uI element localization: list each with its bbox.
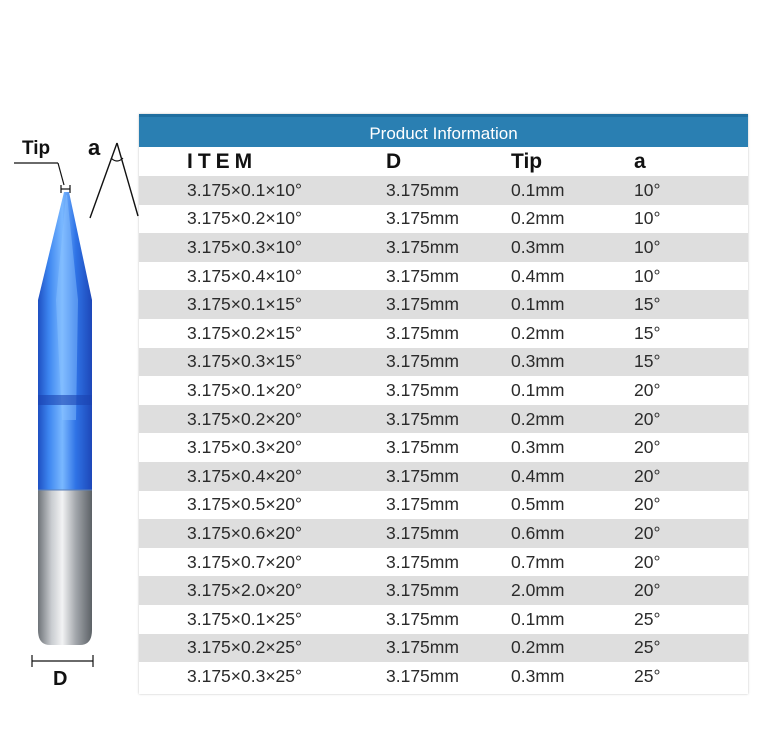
item-cell: 3.175×0.1×25° bbox=[187, 608, 303, 629]
diameter-cell: 3.175mm bbox=[386, 465, 459, 486]
tip-cell: 0.4mm bbox=[511, 265, 565, 286]
angle-cell: 20° bbox=[634, 522, 661, 543]
tip-cell: 0.1mm bbox=[511, 608, 565, 629]
item-cell: 3.175×0.5×20° bbox=[187, 494, 303, 515]
tip-cell: 0.3mm bbox=[511, 351, 565, 372]
diameter-cell: 3.175mm bbox=[386, 351, 459, 372]
coated-cutting-section bbox=[38, 192, 92, 490]
item-cell: 3.175×2.0×20° bbox=[187, 580, 303, 601]
header-diameter: D bbox=[386, 149, 402, 173]
item-cell: 3.175×0.3×10° bbox=[187, 236, 303, 257]
table-row bbox=[139, 262, 748, 291]
product-information-table bbox=[139, 114, 748, 694]
engraving-bit-diagram bbox=[0, 0, 140, 748]
tip-cell: 0.1mm bbox=[511, 179, 565, 200]
table-row bbox=[139, 548, 748, 577]
tip-cell: 0.6mm bbox=[511, 522, 565, 543]
table-body bbox=[139, 176, 748, 691]
header-tip: Tip bbox=[511, 149, 543, 173]
angle-cell: 10° bbox=[634, 265, 661, 286]
table-row bbox=[139, 205, 748, 234]
item-cell: 3.175×0.4×20° bbox=[187, 465, 303, 486]
diameter-cell: 3.175mm bbox=[386, 322, 459, 343]
angle-cell: 10° bbox=[634, 208, 661, 229]
diameter-cell: 3.175mm bbox=[386, 580, 459, 601]
item-cell: 3.175×0.2×15° bbox=[187, 322, 303, 343]
angle-cell: 20° bbox=[634, 465, 661, 486]
angle-cell: 20° bbox=[634, 408, 661, 429]
tip-cell: 0.2mm bbox=[511, 208, 565, 229]
angle-cell: 25° bbox=[634, 665, 661, 686]
table-row bbox=[139, 319, 748, 348]
tip-cell: 0.1mm bbox=[511, 294, 565, 315]
table-row bbox=[139, 634, 748, 663]
table-title: Product Information bbox=[139, 114, 748, 147]
angle-cell: 10° bbox=[634, 179, 661, 200]
tip-cell: 0.3mm bbox=[511, 236, 565, 257]
item-cell: 3.175×0.3×20° bbox=[187, 437, 303, 458]
table-row bbox=[139, 176, 748, 205]
diameter-cell: 3.175mm bbox=[386, 608, 459, 629]
diameter-cell: 3.175mm bbox=[386, 665, 459, 686]
item-cell: 3.175×0.1×10° bbox=[187, 179, 303, 200]
diameter-dimension-line bbox=[32, 655, 93, 667]
diameter-cell: 3.175mm bbox=[386, 265, 459, 286]
diameter-cell: 3.175mm bbox=[386, 437, 459, 458]
table-header-row bbox=[139, 147, 748, 176]
table-row bbox=[139, 491, 748, 520]
item-cell: 3.175×0.1×15° bbox=[187, 294, 303, 315]
table-row bbox=[139, 605, 748, 634]
diameter-cell: 3.175mm bbox=[386, 494, 459, 515]
diameter-cell: 3.175mm bbox=[386, 551, 459, 572]
tip-cell: 0.3mm bbox=[511, 665, 565, 686]
tip-cell: 0.2mm bbox=[511, 637, 565, 658]
diameter-cell: 3.175mm bbox=[386, 637, 459, 658]
angle-cell: 15° bbox=[634, 294, 661, 315]
angle-cell: 20° bbox=[634, 437, 661, 458]
diameter-label: D bbox=[53, 668, 68, 690]
table-row bbox=[139, 433, 748, 462]
shank-section bbox=[38, 490, 92, 645]
angle-label: a bbox=[88, 135, 101, 160]
diameter-cell: 3.175mm bbox=[386, 522, 459, 543]
diameter-cell: 3.175mm bbox=[386, 179, 459, 200]
angle-cell: 10° bbox=[634, 236, 661, 257]
item-cell: 3.175×0.3×15° bbox=[187, 351, 303, 372]
diameter-cell: 3.175mm bbox=[386, 379, 459, 400]
item-cell: 3.175×0.2×25° bbox=[187, 637, 303, 658]
tip-cell: 0.3mm bbox=[511, 437, 565, 458]
angle-cell: 15° bbox=[634, 322, 661, 343]
tip-cell: 0.2mm bbox=[511, 408, 565, 429]
table-row bbox=[139, 348, 748, 377]
tip-cell: 0.4mm bbox=[511, 465, 565, 486]
angle-cell: 15° bbox=[634, 351, 661, 372]
tip-cell: 0.5mm bbox=[511, 494, 565, 515]
angle-cell: 20° bbox=[634, 580, 661, 601]
item-cell: 3.175×0.2×20° bbox=[187, 408, 303, 429]
angle-cell: 25° bbox=[634, 608, 661, 629]
diameter-cell: 3.175mm bbox=[386, 408, 459, 429]
header-item: ITEM bbox=[187, 149, 258, 173]
tip-dimension-line bbox=[14, 163, 70, 193]
diameter-cell: 3.175mm bbox=[386, 236, 459, 257]
tip-cell: 0.2mm bbox=[511, 322, 565, 343]
item-cell: 3.175×0.4×10° bbox=[187, 265, 303, 286]
table-row bbox=[139, 462, 748, 491]
table-row bbox=[139, 290, 748, 319]
item-cell: 3.175×0.6×20° bbox=[187, 522, 303, 543]
tip-cell: 0.7mm bbox=[511, 551, 565, 572]
tip-cell: 0.1mm bbox=[511, 379, 565, 400]
table-row bbox=[139, 405, 748, 434]
item-cell: 3.175×0.1×20° bbox=[187, 379, 303, 400]
table-row bbox=[139, 519, 748, 548]
item-cell: 3.175×0.2×10° bbox=[187, 208, 303, 229]
diameter-cell: 3.175mm bbox=[386, 208, 459, 229]
table-row bbox=[139, 376, 748, 405]
item-cell: 3.175×0.3×25° bbox=[187, 665, 303, 686]
table-row bbox=[139, 662, 748, 691]
angle-cell: 25° bbox=[634, 637, 661, 658]
table-row bbox=[139, 233, 748, 262]
header-angle: a bbox=[634, 149, 646, 173]
angle-cell: 20° bbox=[634, 551, 661, 572]
item-cell: 3.175×0.7×20° bbox=[187, 551, 303, 572]
table-row bbox=[139, 576, 748, 605]
diameter-cell: 3.175mm bbox=[386, 294, 459, 315]
tip-label: Tip bbox=[22, 138, 51, 159]
angle-cell: 20° bbox=[634, 494, 661, 515]
angle-cell: 20° bbox=[634, 379, 661, 400]
tip-cell: 2.0mm bbox=[511, 580, 565, 601]
